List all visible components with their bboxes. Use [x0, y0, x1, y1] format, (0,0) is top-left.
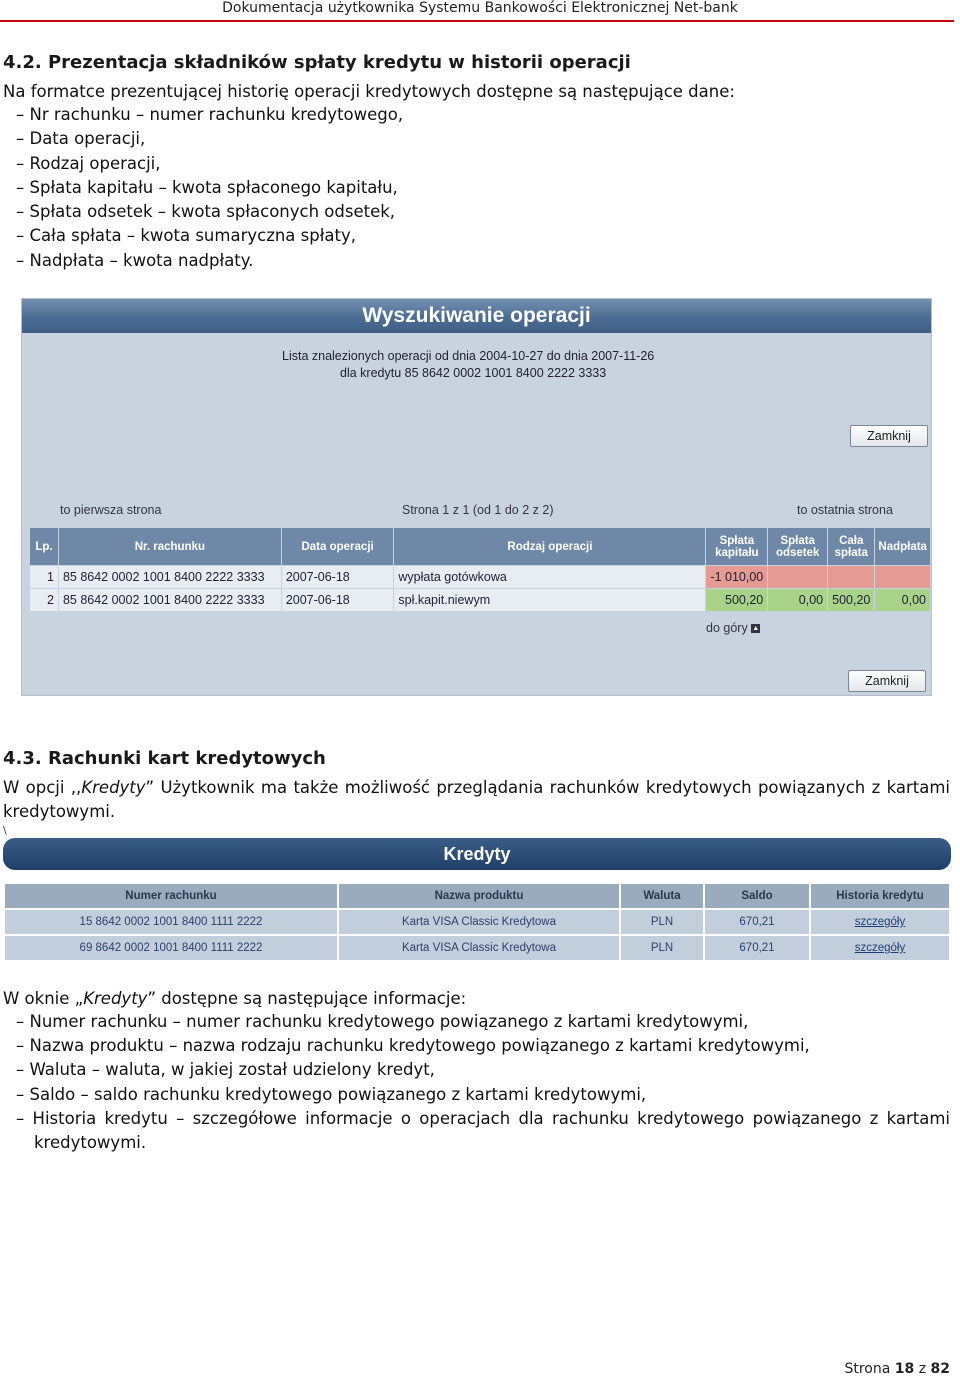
cell-capital: 500,20: [706, 589, 768, 612]
credits-screenshot: [3, 838, 951, 954]
para-prefix: W opcji ,,: [3, 778, 82, 797]
col-balance: Saldo: [704, 883, 810, 909]
nav-first-page-link[interactable]: to pierwsza strona: [60, 503, 162, 517]
section-4-3-title: 4.3. Rachunki kart kredytowych: [3, 748, 326, 769]
current-page: 18: [894, 1361, 915, 1377]
section-4-2-intro: Na formatce prezentującej historię operacji kredytowych dostępne są następujące dane:: [3, 82, 735, 101]
close-button-top[interactable]: Zamknij: [850, 425, 928, 447]
cell-overpay: [875, 566, 931, 589]
to-top-label: do góry: [706, 621, 748, 635]
list-item: – Spłata kapitału – kwota spłaconego kapitału,: [16, 178, 398, 197]
cell-account-number: 69 8642 0002 1001 8400 1111 2222: [4, 935, 338, 961]
cell-total: [828, 566, 875, 589]
credits-window-intro: [3, 987, 466, 1011]
col-date: Data operacji: [281, 528, 394, 566]
cell-lp: 1: [30, 566, 59, 589]
page-separator: z: [914, 1361, 931, 1377]
cell-interest: [768, 566, 828, 589]
nav-page-info: Strona 1 z 1 (od 1 do 2 z 2): [402, 503, 554, 517]
intro-italic: Kredyty: [83, 989, 148, 1008]
cell-type: wypłata gotówkowa: [394, 566, 706, 589]
page-prefix: Strona: [844, 1361, 895, 1377]
cell-product-name: Karta VISA Classic Kredytowa: [338, 935, 620, 961]
table-row: [4, 909, 950, 935]
credits-title: Kredyty: [3, 838, 951, 870]
table-row: [30, 589, 931, 612]
list-item: – Spłata odsetek – kwota spłaconych odsetek,: [16, 202, 396, 221]
running-header: Dokumentacja użytkownika Systemu Bankowości Elektronicznej Net-bank: [222, 0, 738, 16]
intro-rest: ” dostępne są następujące informacje:: [147, 989, 467, 1008]
cell-total: 500,20: [828, 589, 875, 612]
list-item: – Saldo – saldo rachunku kredytowego powiązanego z kartami kredytowymi,: [16, 1085, 647, 1104]
para-rest: ” Użytkownik ma także możliwość przeglądania rachunków kredytowych powiązanych z kartami: [145, 778, 950, 797]
stray-mark: \: [3, 824, 7, 837]
cell-interest: 0,00: [768, 589, 828, 612]
list-item: – Waluta – waluta, w jakiej został udzielony kredyt,: [16, 1060, 435, 1079]
search-range-info: Lista znalezionych operacji od dnia 2004-10-27 do dnia 2007-11-26: [282, 349, 655, 363]
list-item: – Cała spłata – kwota sumaryczna spłaty,: [16, 226, 357, 245]
col-account: Nr. rachunku: [58, 528, 281, 566]
cell-account: 85 8642 0002 1001 8400 2222 3333: [58, 566, 281, 589]
table-row: [30, 566, 931, 589]
cell-capital: -1 010,00: [706, 566, 768, 589]
cell-overpay: 0,00: [875, 589, 931, 612]
para-italic: Kredyty: [81, 778, 146, 797]
cell-account: 85 8642 0002 1001 8400 2222 3333: [58, 589, 281, 612]
intro-prefix: W oknie „: [3, 989, 84, 1008]
operations-table: [29, 527, 931, 612]
close-button-bottom[interactable]: Zamknij: [848, 670, 926, 692]
col-capital: Spłata kapitału: [706, 528, 768, 566]
cell-currency: PLN: [620, 935, 704, 961]
operations-search-screenshot: [21, 298, 932, 696]
to-top-link[interactable]: [706, 621, 760, 635]
list-item: – Rodzaj operacji,: [16, 154, 161, 173]
section-4-2-title: 4.2. Prezentacja składników spłaty kredytu w historii operacji: [3, 52, 631, 73]
list-item: – Historia kredytu – szczegółowe informacje o operacjach dla rachunku kredytowego powiązanego z kartami: [16, 1109, 950, 1128]
credits-table: [3, 882, 951, 962]
cell-lp: 2: [30, 589, 59, 612]
cell-balance: 670,21: [704, 935, 810, 961]
page-number: [844, 1361, 950, 1377]
col-product-name: Nazwa produktu: [338, 883, 620, 909]
list-item: – Nazwa produktu – nazwa rodzaju rachunku kredytowego powiązanego z kartami kredytowymi,: [16, 1036, 810, 1055]
header-rule: [0, 20, 954, 22]
details-link[interactable]: szczegóły: [810, 909, 950, 935]
col-interest: Spłata odsetek: [768, 528, 828, 566]
section-4-3-paragraph: [3, 776, 950, 800]
details-link[interactable]: szczegóły: [810, 935, 950, 961]
list-item: – Data operacji,: [16, 129, 146, 148]
cell-currency: PLN: [620, 909, 704, 935]
col-lp: Lp.: [30, 528, 59, 566]
cell-date: 2007-06-18: [281, 566, 394, 589]
col-type: Rodzaj operacji: [394, 528, 706, 566]
cell-date: 2007-06-18: [281, 589, 394, 612]
col-account-number: Numer rachunku: [4, 883, 338, 909]
cell-account-number: 15 8642 0002 1001 8400 1111 2222: [4, 909, 338, 935]
list-item: – Nr rachunku – numer rachunku kredytowego,: [16, 105, 404, 124]
col-currency: Waluta: [620, 883, 704, 909]
list-item: – Nadpłata – kwota nadpłaty.: [16, 251, 254, 270]
table-row: [4, 935, 950, 961]
list-item-continuation: kredytowymi.: [34, 1133, 147, 1152]
total-pages: 82: [930, 1361, 950, 1377]
cell-balance: 670,21: [704, 909, 810, 935]
list-item: – Numer rachunku – numer rachunku kredytowego powiązanego z kartami kredytowymi,: [16, 1012, 749, 1031]
credit-account-info: dla kredytu 85 8642 0002 1001 8400 2222 3333: [340, 366, 607, 380]
col-overpay: Nadpłata: [875, 528, 931, 566]
col-total: Cała spłata: [828, 528, 875, 566]
cell-type: spł.kapit.niewym: [394, 589, 706, 612]
arrow-up-icon: ▲: [752, 625, 760, 633]
col-credit-history: Historia kredytu: [810, 883, 950, 909]
cell-product-name: Karta VISA Classic Kredytowa: [338, 909, 620, 935]
operations-search-title: Wyszukiwanie operacji: [22, 299, 931, 333]
nav-last-page-link[interactable]: to ostatnia strona: [797, 503, 893, 517]
section-4-3-paragraph-line2: kredytowymi.: [3, 802, 116, 821]
